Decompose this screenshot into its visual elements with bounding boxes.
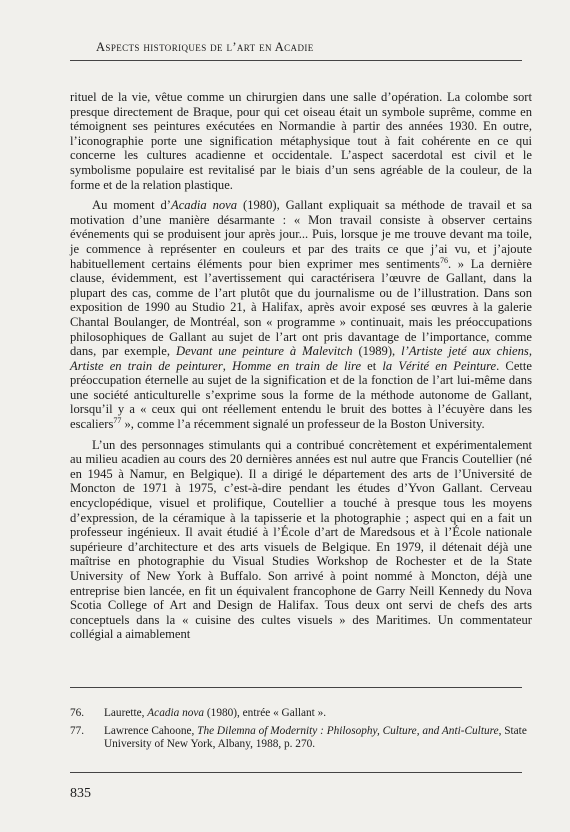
footnote-76 xyxy=(70,707,532,721)
footnotes xyxy=(70,707,532,756)
footnote-number: 77. xyxy=(70,724,85,737)
paragraph-1: rituel de la vie, vêtue comme un chirurgien dans une salle d’opération. La colombe sort presque directement de Braque, pour qui cet oiseau était un symbole suprême, comme en témoignent ses peintures exécutées en Normandie à partir des années 1930. En outre, l’iconographie porte une signification métaphysique tout à fait cohérente en ce qui concerne les cultures acadienne et occidentale. L’aspect sacerdotal est civil et le symbolisme populaire est revitalisé par le biais d’un sens agréable de la couleur, de la forme et de la relation plastique. xyxy=(70,90,532,192)
running-head: Aspects historiques de l’art en Acadie xyxy=(96,40,314,54)
footnote-text xyxy=(104,707,532,721)
text-run: , xyxy=(528,344,532,359)
italic-title: l’Artiste jeté aux chiens xyxy=(401,344,529,359)
italic-title: la Vérité en Peinture xyxy=(382,358,497,373)
text-run: (1980), Gallant expliquait sa méthode de travail et sa motivation d’une manière désarmante : « Mon travail consiste à observer certains événements qui se produisent jour après jour... Puis, lorsque je me trouve devant ma toile, je commence à représenter en couleurs et par des traits ce que j’ai vu, et j’ajoute habituellement certains éléments pour bien exprimer mes sentiments xyxy=(70,198,532,271)
text-run: , State University of New York, Albany, 1988, p. 270. xyxy=(104,724,527,750)
italic-title: Homme en train de lire xyxy=(232,358,362,373)
italic-title: Artiste en train de peinturer xyxy=(70,358,223,373)
italic-title: Devant une peinture à Malevitch xyxy=(175,344,353,359)
italic-title: The Dilemna of Modernity : Philosophy, Culture, and Anti-Culture xyxy=(197,724,499,737)
text-run: . Cette préoccupation éternelle au sujet de la signification et de la fonction de l’art lui-même dans une société anticulturelle s’exprime sous la forme de la méthode autonome de Gallant, lorsqu’il y a « ceux qui ont réellement entendu le bruit des bottes à l’écuyère dans les escaliers xyxy=(70,358,533,432)
page-number: 835 xyxy=(70,786,91,801)
text-run: (1980), entrée « Gallant ». xyxy=(204,707,327,719)
header-rule xyxy=(70,60,522,61)
footnote-rule-bottom xyxy=(70,772,522,773)
text-run: Au moment d’ xyxy=(92,198,171,213)
paragraph-2 xyxy=(70,198,532,432)
footnote-ref-76: 76 xyxy=(439,255,448,265)
text-run: (1989), xyxy=(352,344,402,359)
italic-title: Acadia nova xyxy=(171,198,238,213)
footnote-ref-77: 77 xyxy=(113,415,122,425)
body-text xyxy=(70,90,532,642)
text-run: Laurette, xyxy=(104,707,148,719)
footnote-77 xyxy=(70,725,532,752)
text-run: , xyxy=(222,358,233,373)
footnote-number: 76. xyxy=(70,707,85,719)
paragraph-3: L’un des personnages stimulants qui a contribué concrètement et expérimentalement au milieu acadien au cours des 20 dernières années est nul autre que Francis Coutellier (né en 1945 à Namur, en Belgique). Il a dirigé le département des arts de l’Université de Moncton de 1971 à 1975, c’est-à-dire pendant les études d’Yvon Gallant. Cerveau encyclopédique, visuel et prolifique, Coutellier a touché à presque tous les moyens d’expression, de la céramique à la tapisserie et la photographie ; aspect qui en a fait un professeur ingénieux. Il avait étudié à l’École d’art de Maredsous et à l’École nationale supérieure d’architecture et des arts visuels de Belgique. En 1979, il détenait déjà une maîtrise en photographie du Visual Studies Workshop de Rochester et de la State University of New York à Buffalo. Son arrivé à point nommé à Moncton, déjà une entreprise bien lancée, en fit un équivalent francophone de Garry Neill Kennedy du Nova Scotia College of Art and Design de Halifax. Tous deux ont servi de chefs des arts conceptuels dans la « cuisine des cultes visuels » des Maritimes. Un commentateur collégial a aimablement xyxy=(70,437,532,642)
text-run: », comme l’a récemment signalé un professeur de la Boston University. xyxy=(121,417,485,432)
text-run: Lawrence Cahoone, xyxy=(104,724,198,737)
text-run: . » La dernière clause, évidemment, est l’avertissement qui caractérisera l’œuvre de Gallant, dans la plupart des cas, comme de l’art plutôt que du journalisme ou de l’illustration. Dans son exposition de 1990 au Studio 21, à Halifax, après avoir exposé ses œuvres à la galerie Chantal Boulanger, de Montréal, son « programme » continuait, mais les préoccupations philosophiques de Gallant au sujet de l’art ont pris davantage de l’importance, comme dans, par exemple, xyxy=(70,256,532,359)
footnote-text xyxy=(104,725,532,752)
text-run: et xyxy=(361,358,383,373)
footnote-rule-top xyxy=(70,687,522,688)
italic-title: Acadia nova xyxy=(147,707,205,719)
